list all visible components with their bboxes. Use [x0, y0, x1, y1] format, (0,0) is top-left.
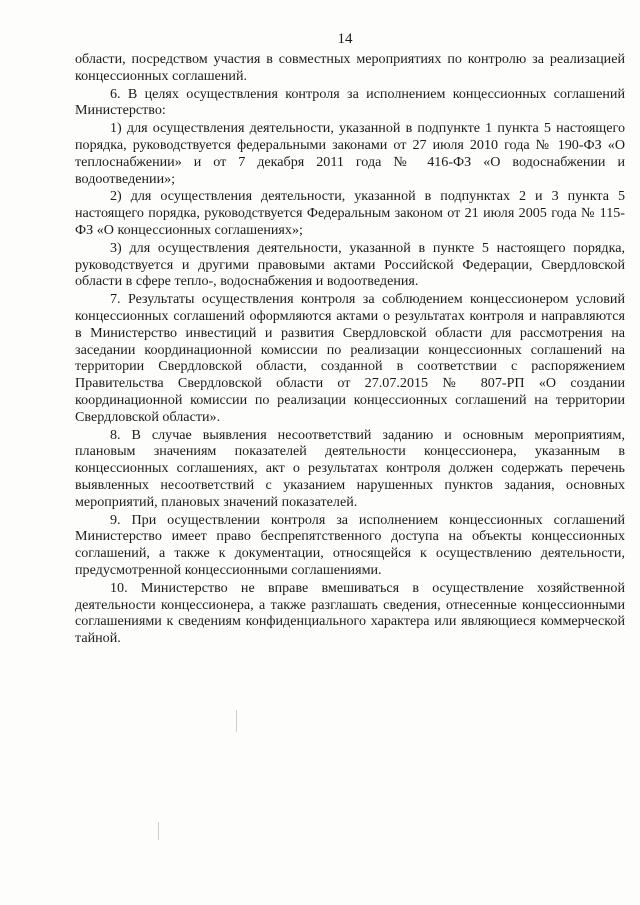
paragraph-continuation: области, посредством участия в совместных мероприятиях по контролю за реализацией концессионных соглашений.	[75, 51, 625, 84]
paragraph-7: 7. Результаты осуществления контроля за соблюдением концессионером условий концессионных соглашений оформляются актами о результатах контроля и направляются в Министерство инвестиций и развития Свердловской области для рассмотрения на заседании координационной комиссии по реализации концессионных соглашений на территории Свердловской области, созданной в соответствии с распоряжением Правительства Свердловской области от 27.07.2015 № 807-РП «О создании координационной комиссии по реализации концессионных соглашений на территории Свердловской области».	[75, 291, 625, 425]
paragraph-10: 10. Министерство не вправе вмешиваться в осуществление хозяйственной деятельности концессионера, а также разглашать сведения, отнесенные концессионными соглашениями к сведениям конфиденциального характера или являющиеся коммерческой тайной.	[75, 579, 625, 647]
document-body	[75, 51, 625, 648]
paragraph-9: 9. При осуществлении контроля за исполнением концессионных соглашений Министерство имеет право беспрепятственного доступа на объекты концессионных соглашений, а также к документации, относящейся к осуществлению деятельности, предусмотренной концессионными соглашениями.	[75, 511, 625, 578]
paragraph-8: 8. В случае выявления несоответствий заданию и основным мероприятиям, плановым значениям показателей деятельности концессионера, указанным в концессионных соглашениях, акт о результатах контроля должен содержать перечень выявленных несоответствий с указанием нарушенных пунктов задания, основных мероприятий, плановых значений показателей.	[75, 426, 625, 510]
scan-mark-lower	[158, 822, 159, 840]
subparagraph-6-2: 2) для осуществления деятельности, указанной в подпунктах 2 и 3 пункта 5 настоящего порядка, руководствуется Федеральным законом от 21 июля 2005 года № 115-ФЗ «О концессионных соглашениях»;	[75, 188, 625, 238]
subparagraph-6-3: 3) для осуществления деятельности, указанной в пункте 5 настоящего порядка, руководствуется и другими правовыми актами Российской Федерации, Свердловской области в сфере тепло-, водоснабжения и водоотведения.	[75, 239, 625, 290]
paragraph-6: 6. В целях осуществления контроля за исполнением концессионных соглашений Министерство:	[75, 85, 625, 119]
page-number: 14	[337, 31, 353, 47]
scan-mark-upper	[236, 710, 237, 732]
subparagraph-6-1: 1) для осуществления деятельности, указанной в подпункте 1 пункта 5 настоящего порядка, руководствуется федеральными законами от 27 июля 2010 года № 190-ФЗ «О теплоснабжении» и от 7 декабря 2011 года № 416-ФЗ «О водоснабжении и водоотведении»;	[75, 120, 625, 187]
